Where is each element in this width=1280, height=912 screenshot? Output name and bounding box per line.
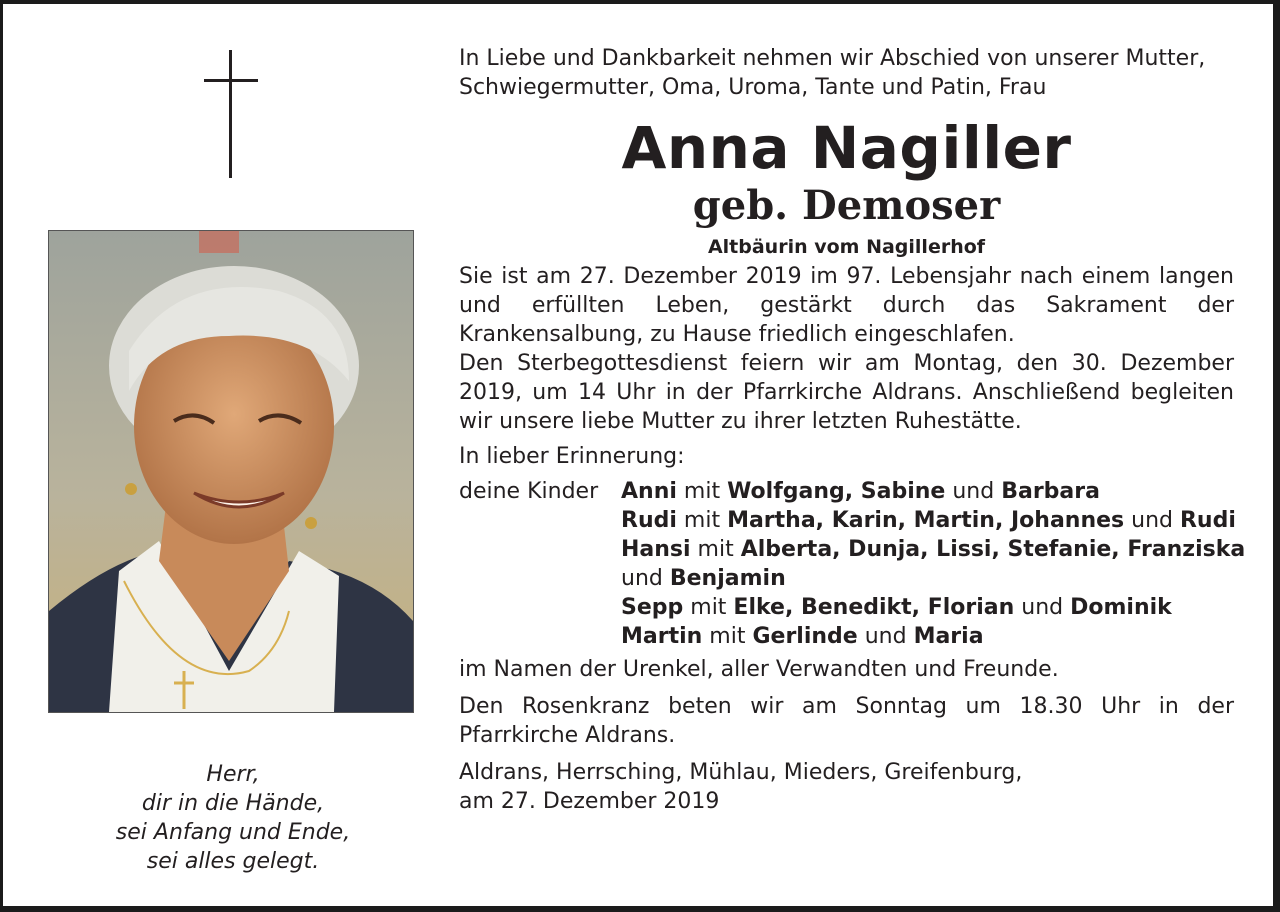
deceased-name: Anna Nagiller — [621, 114, 1072, 182]
intro-line: In Liebe und Dankbarkeit nehmen wir Abschied von unserer Mutter, — [459, 46, 1206, 71]
family-name: Barbara — [1001, 479, 1100, 504]
cross-icon — [229, 50, 232, 178]
family-name: Martha, Karin, Martin, Johannes — [727, 508, 1125, 533]
death-paragraph: Sie ist am 27. Dezember 2019 im 97. Lebensjahr nach einem langen und erfüllten Leben, gestärkt durch das Sakrament der Krankensalbung, zu Hause friedlich eingeschlafen. — [459, 264, 1234, 347]
connector-text: mit — [683, 595, 734, 620]
verse-line: sei Anfang und Ende, — [115, 820, 351, 845]
connector-text: und — [1014, 595, 1071, 620]
family-name: Rudi — [621, 508, 677, 533]
connector-text: und — [621, 566, 670, 591]
obituary-text — [459, 44, 1246, 816]
verse — [63, 760, 403, 876]
funeral-paragraph: Den Sterbegottesdienst feiern wir am Montag, den 30. Dezember 2019, um 14 Uhr in der Pfarrkirche Aldrans. Anschließend begleiten wir unsere liebe Mutter zu ihrer letzten Ruhestätte. — [459, 351, 1234, 434]
connector-text: mit — [676, 479, 728, 504]
family-name: Hansi — [621, 537, 691, 562]
children-line — [621, 564, 1245, 593]
family-name: Dominik — [1070, 595, 1172, 620]
places-line: Aldrans, Herrsching, Mühlau, Mieders, Greifenburg, — [459, 760, 1023, 785]
connector-text: mit — [676, 508, 728, 533]
obituary-card — [3, 4, 1273, 906]
connector-text: und — [945, 479, 1002, 504]
deceased-title: Altbäurin vom Nagillerhof — [707, 236, 986, 258]
date-line: am 27. Dezember 2019 — [459, 789, 720, 814]
family-name: Wolfgang, Sabine — [727, 479, 946, 504]
relatives-line: im Namen der Urenkel, aller Verwandten und Freunde. — [459, 657, 1059, 682]
family-name: Rudi — [1179, 508, 1236, 533]
portrait-photo — [48, 230, 414, 713]
family-name: Gerlinde — [752, 624, 858, 649]
children-line — [621, 535, 1245, 564]
connector-text: und — [1124, 508, 1180, 533]
children-line — [621, 506, 1245, 535]
connector-text: mit — [702, 624, 753, 649]
family-name: Sepp — [621, 595, 684, 620]
intro-line: Schwiegermutter, Oma, Uroma, Tante und Patin, Frau — [459, 75, 1047, 100]
family-name: Elke, Benedikt, Florian — [733, 595, 1015, 620]
children-list — [459, 477, 1246, 651]
memory-label: In lieber Erinnerung: — [459, 444, 685, 469]
children-line — [621, 477, 1245, 506]
connector-text: mit — [690, 537, 741, 562]
portrait-illustration — [49, 231, 413, 712]
family-name: Anni — [621, 479, 677, 504]
maiden-name: geb. Demoser — [692, 182, 1001, 229]
family-name: Martin — [621, 624, 703, 649]
rosary-paragraph: Den Rosenkranz beten wir am Sonntag um 18.30 Uhr in der Pfarrkirche Aldrans. — [459, 694, 1234, 748]
family-name: Alberta, Dunja, Lissi, Stefanie, Franziska — [740, 537, 1246, 562]
verse-line: Herr, — [206, 762, 260, 787]
connector-text: und — [857, 624, 914, 649]
children-line — [621, 593, 1245, 622]
verse-line: dir in die Hände, — [141, 791, 325, 816]
children-line — [621, 622, 1245, 651]
children-label: deine Kinder — [459, 479, 599, 504]
children-lines — [621, 477, 1245, 651]
verse-line: sei alles gelegt. — [146, 849, 320, 874]
family-name: Benjamin — [669, 566, 786, 591]
cross-icon-bar — [204, 79, 258, 82]
family-name: Maria — [913, 624, 984, 649]
